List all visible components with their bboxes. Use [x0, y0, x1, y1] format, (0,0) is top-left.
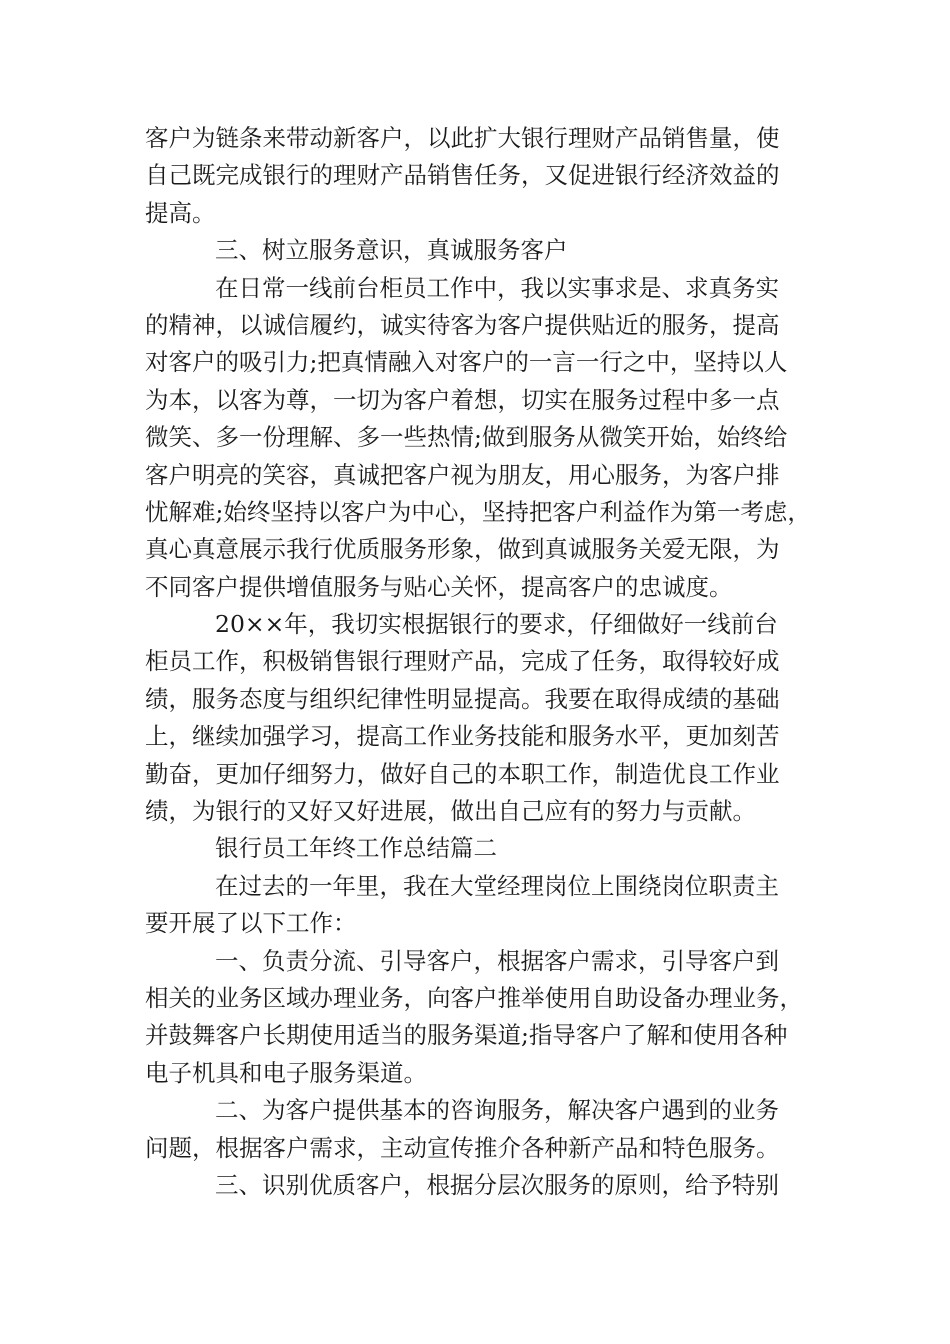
text-line: 为本，以客为尊，一切为客户着想，切实在服务过程中多一点	[145, 385, 780, 414]
text-line: 在过去的一年里，我在大堂经理岗位上围绕岗位职责主	[215, 871, 779, 900]
text-line: 一、负责分流、引导客户，根据客户需求，引导客户到	[215, 946, 779, 975]
text-line: 20××年，我切实根据银行的要求，仔细做好一线前台	[215, 610, 778, 639]
text-line: 不同客户提供增值服务与贴心关怀，提高客户的忠诚度。	[145, 572, 733, 601]
text-line: 客户为链条来带动新客户，以此扩大银行理财产品销售量，使	[145, 124, 780, 152]
text-line: 二、为客户提供基本的咨询服务，解决客户遇到的业务	[215, 1096, 779, 1125]
text-line: 对客户的吸引力;把真情融入对客户的一言一行之中，坚持以人	[145, 348, 788, 377]
text-line: 绩，服务态度与组织纪律性明显提高。我要在取得成绩的基础	[145, 684, 780, 713]
text-line: 三、树立服务意识，真诚服务客户	[215, 236, 568, 265]
text-line: 并鼓舞客户长期使用适当的服务渠道;指导客户了解和使用各种	[145, 1021, 788, 1050]
text-line: 真心真意展示我行优质服务形象，做到真诚服务关爱无限，为	[145, 535, 780, 564]
text-line: 的精神，以诚信履约，诚实待客为客户提供贴近的服务，提高	[145, 310, 780, 339]
text-line: 微笑、多一份理解、多一些热情;做到服务从微笑开始，始终给	[145, 423, 788, 452]
text-line: 相关的业务区域办理业务，向客户推举使用自助设备办理业务，	[145, 983, 803, 1012]
text-line: 在日常一线前台柜员工作中，我以实事求是、求真务实	[215, 273, 779, 302]
text-line: 绩，为银行的又好又好进展，做出自己应有的努力与贡献。	[145, 797, 756, 826]
text-line: 柜员工作，积极销售银行理财产品，完成了任务，取得较好成	[145, 647, 780, 676]
document-body	[145, 120, 825, 1204]
text-line: 勤奋，更加仔细努力，做好自己的本职工作，制造优良工作业	[145, 759, 780, 788]
text-line: 自己既完成银行的理财产品销售任务，又促进银行经济效益的	[145, 161, 780, 190]
text-line: 要开展了以下工作：	[145, 909, 357, 938]
text-line: 提高。	[145, 198, 216, 227]
text-line: 忧解难;始终坚持以客户为中心，坚持把客户利益作为第一考虑，	[145, 497, 811, 526]
text-line: 银行员工年终工作总结篇二	[215, 834, 497, 863]
text-line: 上，继续加强学习，提高工作业务技能和服务水平，更加刻苦	[145, 722, 780, 751]
text-line: 电子机具和电子服务渠道。	[145, 1058, 427, 1087]
text-line: 客户明亮的笑容，真诚把客户视为朋友，用心服务，为客户排	[145, 460, 780, 489]
text-line: 三、识别优质客户，根据分层次服务的原则，给予特别	[215, 1170, 779, 1199]
text-line: 问题，根据客户需求，主动宣传推介各种新产品和特色服务。	[145, 1133, 780, 1162]
